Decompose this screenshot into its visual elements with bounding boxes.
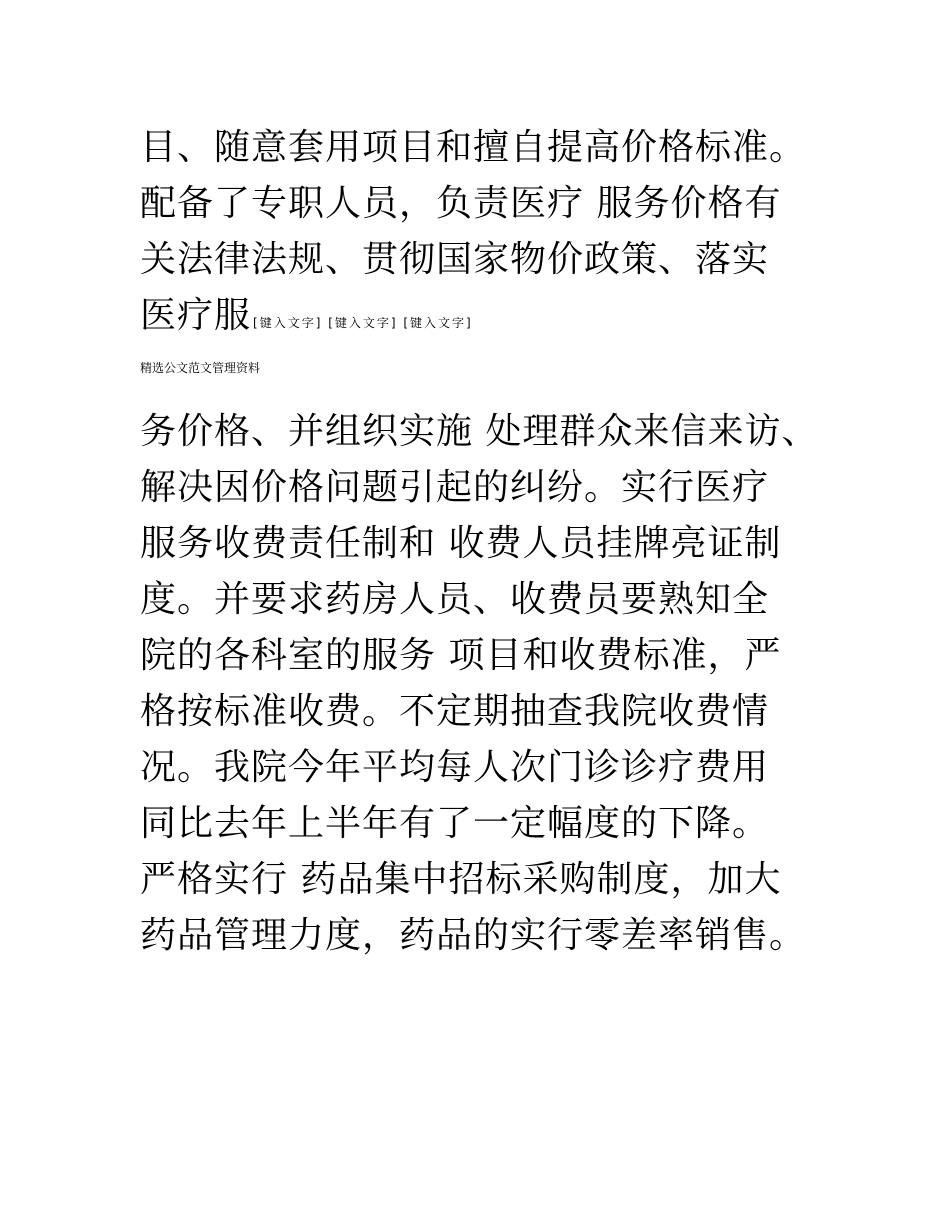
text-line: 严格实行 药品集中招标采购制度，加大 (140, 859, 782, 900)
text-line: 解决因价格问题引起的纠纷。实行医疗 (140, 467, 770, 508)
footer-note: 精选公文范文管理资料 (140, 361, 261, 375)
text-line: 服务收费责任制和 收费人员挂牌亮证制 (140, 523, 782, 564)
text-line: 度。并要求药房人员、收费员要熟知全 (140, 579, 770, 620)
text-line: 关法律法规、贯彻国家物价政策、落实 (140, 239, 770, 280)
text-line: 药品管理力度，药品的实行零差率销售。 (140, 915, 807, 956)
text-line: 同比去年上半年有了一定幅度的下降。 (140, 803, 770, 844)
text-line: 院的各科室的服务 项目和收费标准，严 (140, 635, 782, 676)
text-line: 务价格、并组织实施 处理群众来信来访、 (140, 411, 819, 452)
text-line: 况。我院今年平均每人次门诊诊疗费用 (140, 747, 770, 788)
text-line: 格按标准收费。不定期抽查我院收费情 (140, 691, 770, 732)
text-line: 配备了专职人员，负责医疗 服务价格有 (140, 183, 782, 224)
text-block-top (140, 120, 820, 344)
header-placeholder-text: [键入文字] [键入文字] [键入文字] (253, 316, 473, 330)
text-block-body (140, 404, 820, 964)
text-line-with-placeholders (140, 288, 820, 344)
text-line: 目、随意套用项目和擅自提高价格标准。 (140, 127, 807, 168)
text-fragment: 医疗服 (140, 295, 252, 336)
